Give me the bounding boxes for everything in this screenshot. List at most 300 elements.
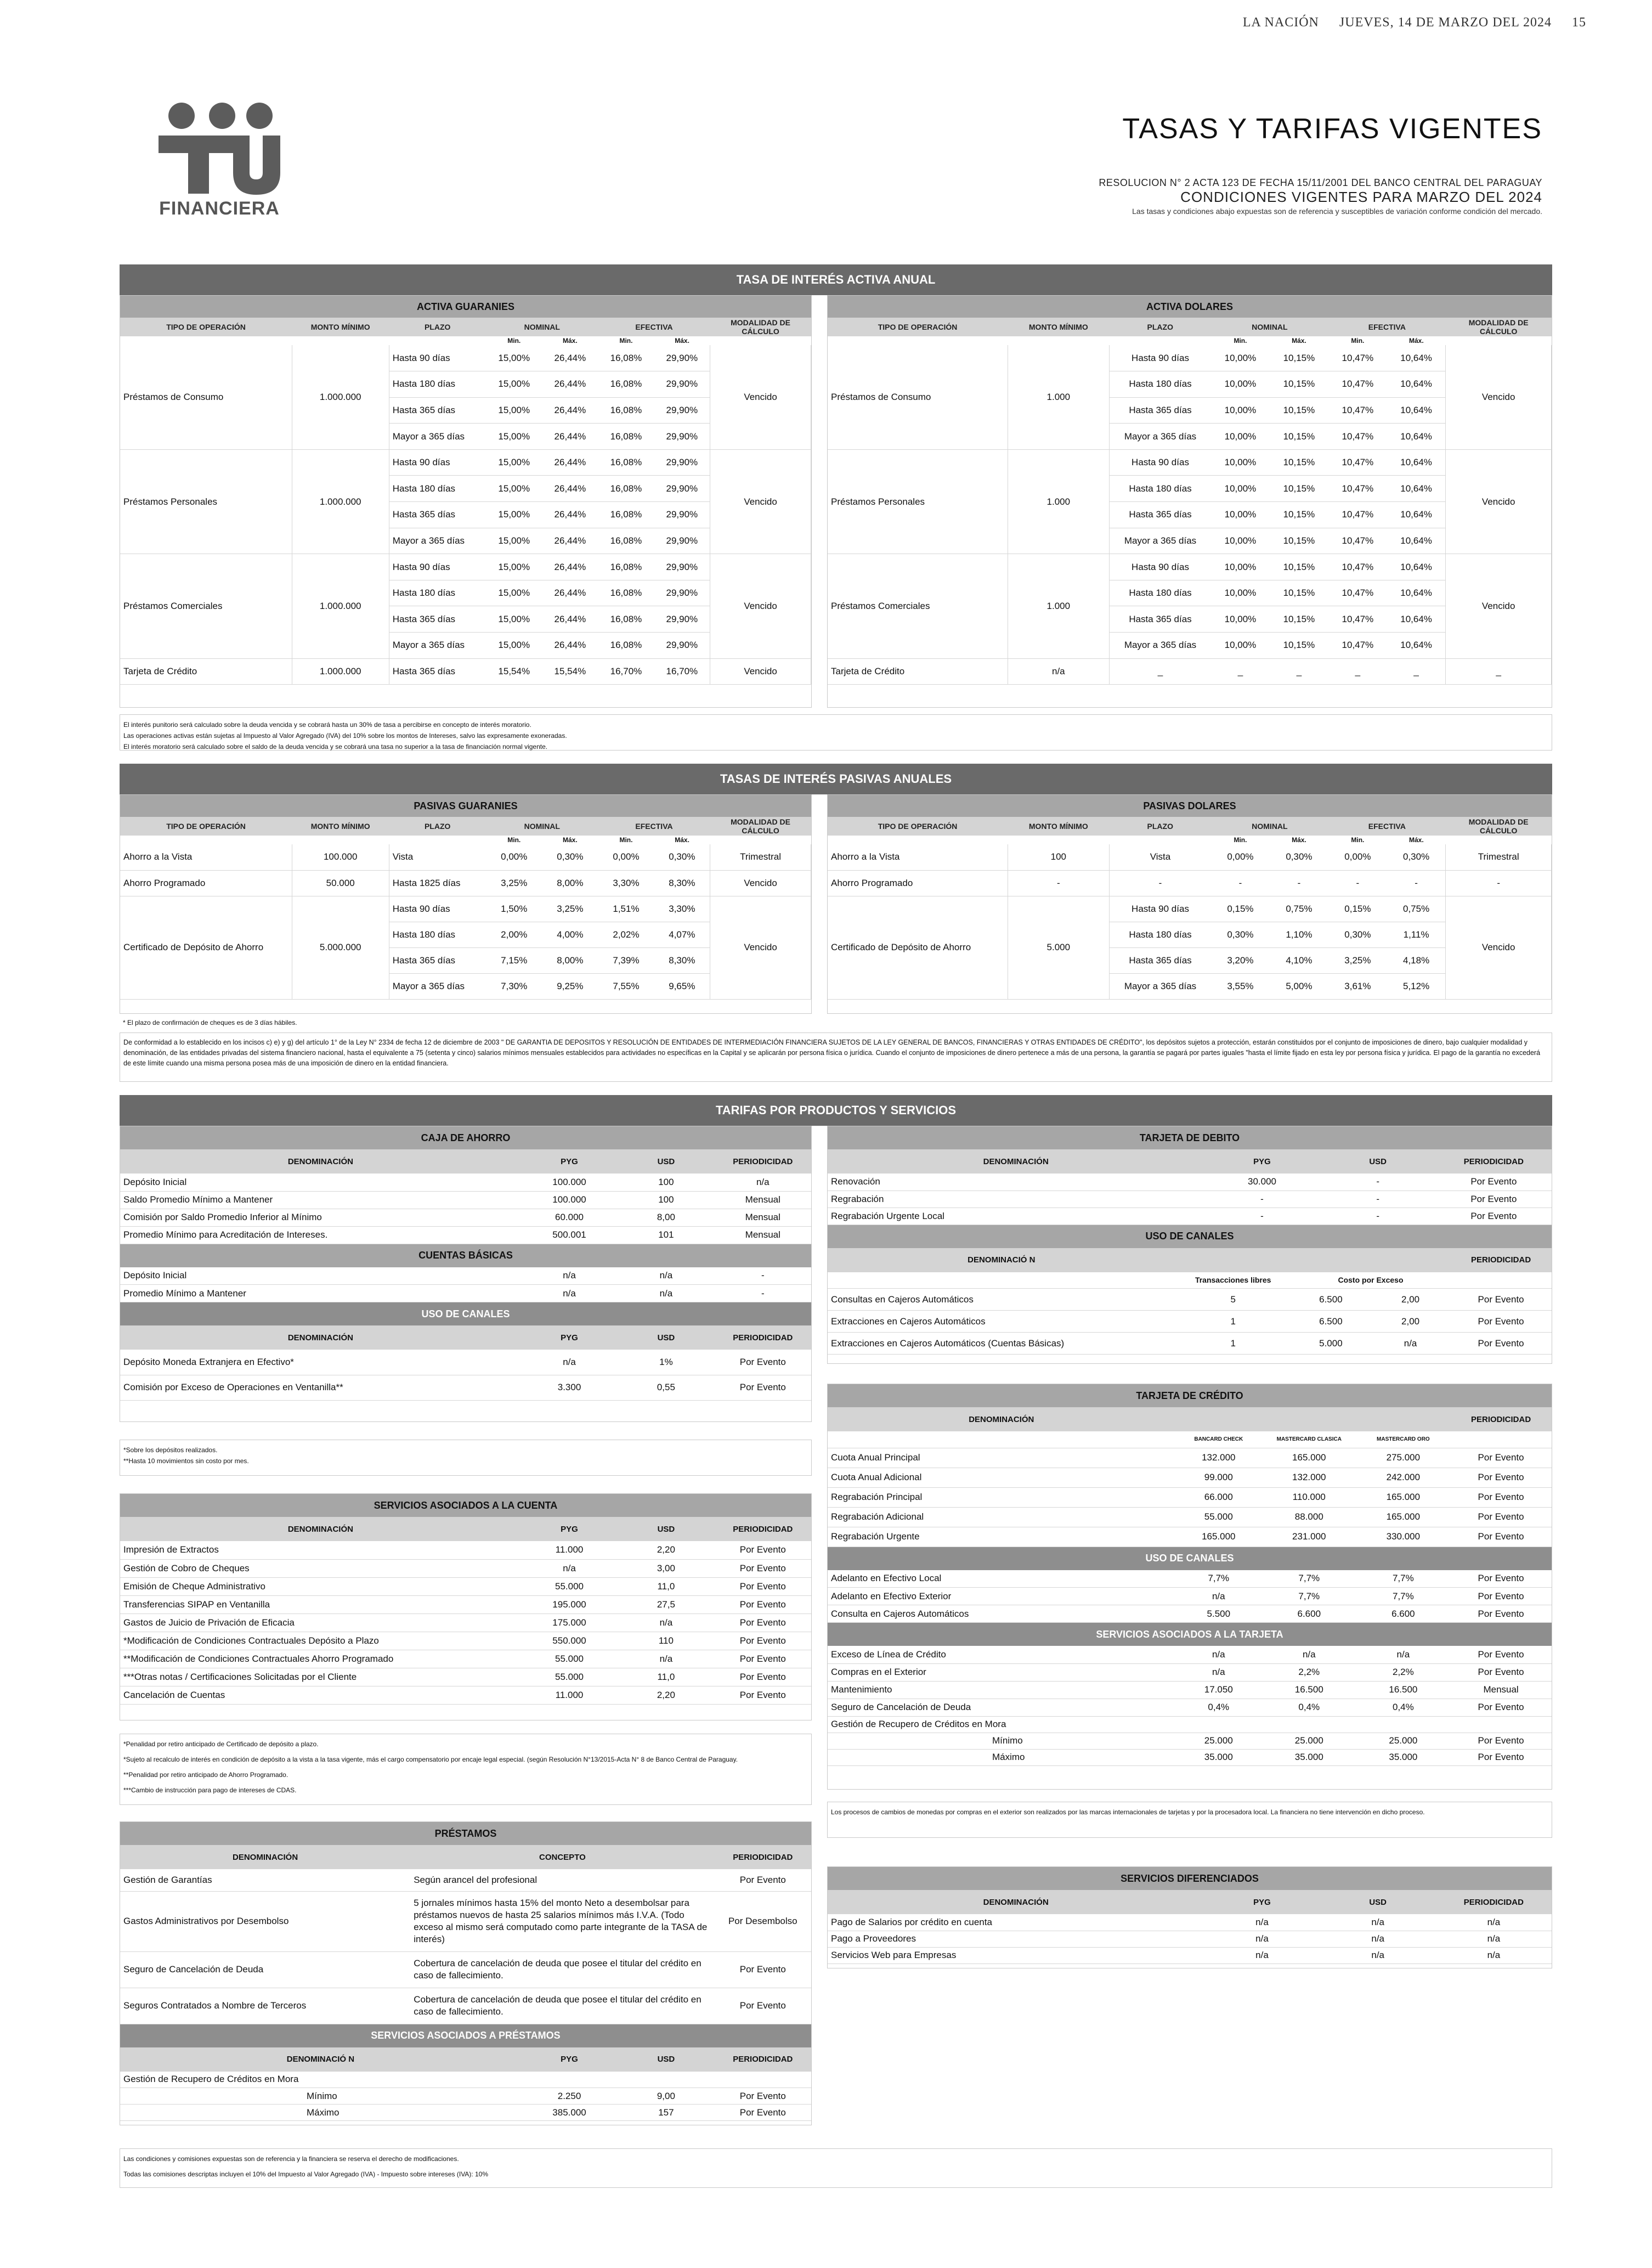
rate-cell-value: 16,08% (598, 502, 654, 528)
rate-cell-plazo: _ (1110, 658, 1211, 685)
rate-cell-plazo: Vista (389, 844, 486, 870)
tariff-cell-value: 5 (1175, 1289, 1291, 1311)
tariff-header-cell: DENOMINACIÓN (828, 1890, 1204, 1914)
tariff-row (828, 1487, 1552, 1507)
tariff-cell-label: Saldo Promedio Mínimo a Mantener (120, 1191, 521, 1209)
tariff-row (120, 1595, 811, 1613)
credito-mora-cell-value: 25.000 (1262, 1733, 1356, 1749)
rate-cell-value: - (1387, 870, 1446, 896)
rate-cell-value: 10,47% (1328, 424, 1387, 450)
tariff-table (120, 1517, 811, 1705)
rate-cell-tipo: Tarjeta de Crédito (120, 658, 292, 685)
rate-cell-value: 26,44% (542, 528, 598, 554)
page-footer-notes (120, 2148, 1552, 2188)
mora-label: Gestión de Recupero de Créditos en Mora (120, 2072, 811, 2088)
tariff-cell-value: 60.000 (521, 1209, 618, 1226)
servicios-note-line: **Penalidad por retiro anticipado de Ahorro Programado. (123, 1771, 288, 1779)
tariff-cell-value: 165.000 (1356, 1487, 1451, 1507)
rate-header-nominal: NOMINAL (524, 323, 560, 331)
tariff-header-cell: USD (618, 1517, 714, 1541)
rate-cell-tipo: Certificado de Depósito de Ahorro (120, 896, 292, 999)
activa-guaranies-panel (120, 295, 812, 708)
rate-cell-value: 10,00% (1211, 345, 1270, 371)
rate-cell-value: 0,30% (1270, 844, 1328, 870)
rate-cell-value: 29,90% (654, 502, 710, 528)
prestamos-cell-label: Seguros Contratados a Nombre de Terceros (120, 1988, 410, 2024)
rate-row (120, 554, 811, 580)
rate-cell-value: 5,12% (1387, 973, 1446, 999)
card-brand-header: BANCARD CHECK (1175, 1431, 1262, 1448)
tariff-cell-value: n/a (1320, 1931, 1436, 1947)
tariff-row (120, 1668, 811, 1686)
tariff-cell-value: n/a (1175, 1588, 1262, 1605)
rate-cell-modalidad: _ (1446, 658, 1552, 685)
tarjeta-credito-panel (827, 1384, 1552, 1790)
rate-cell-plazo: Hasta 90 días (1110, 896, 1211, 922)
rate-cell-value: 10,64% (1387, 397, 1446, 424)
rate-cell-value: 5,00% (1270, 973, 1328, 999)
prestamos-cell-label: Gestión de Garantías (120, 1869, 410, 1891)
tariff-row (120, 1613, 811, 1632)
rate-cell-value: 10,47% (1328, 528, 1387, 554)
tariff-row (120, 1632, 811, 1650)
tariff-header-cell: USD (1320, 1149, 1436, 1174)
rate-cell-value: 3,61% (1328, 973, 1387, 999)
tu-financiera-logo (156, 101, 282, 219)
tariff-cell-value: 6.500 (1291, 1311, 1371, 1333)
rate-cell-plazo: Hasta 90 días (389, 345, 486, 371)
tariff-cell-value: Por Evento (1450, 1311, 1552, 1333)
tariff-cell-value: 3,00 (618, 1559, 714, 1577)
rate-cell-value: 0,00% (1211, 844, 1270, 870)
tariff-header-cell: PYG (1204, 1149, 1320, 1174)
rate-cell-value: 10,15% (1270, 633, 1328, 659)
rate-cell-modalidad: Trimestral (1446, 844, 1552, 870)
rate-cell-value: 16,70% (598, 658, 654, 685)
rate-cell-plazo: Hasta 90 días (1110, 449, 1211, 476)
credito-mora-cell-value: 25.000 (1356, 1733, 1451, 1749)
rate-header-blank (1008, 836, 1109, 844)
tariff-row (828, 1914, 1552, 1931)
footer-note-line: Todas las comisiones descriptas incluyen el 10% del Impuesto al Valor Agregado (IVA) - Impuesto sobre intereses (IVA): 10% (123, 2170, 488, 2178)
footer-note-line: Las condiciones y comisiones expuestas son de referencia y la financiera se reserva el derecho de modificaciones. (123, 2155, 459, 2163)
tariff-cell-value: 175.000 (521, 1613, 618, 1632)
tariff-cell-value: 7,7% (1356, 1588, 1451, 1605)
tariff-cell-value: Por Evento (1450, 1487, 1552, 1507)
servicios-note-line: *Sujeto al recalculo de interés en condición de depósito a la vista a la tasa vigente, más el cargo compensatorio por encaje legal especial. (según Resolución N°13/2015-Acta N° 8 de Banco Central de Paraguay. (123, 1756, 738, 1763)
rate-header-nominal: NOMINAL (1252, 323, 1288, 331)
tariff-cell-value: 7,7% (1356, 1570, 1451, 1588)
tariff-row (828, 1527, 1552, 1547)
rate-header-min: Min. (1351, 836, 1365, 844)
tariff-cell-label: Pago de Salarios por crédito en cuenta (828, 1914, 1204, 1931)
tariff-header-cell: DENOMINACIÓN (120, 1845, 410, 1869)
rate-row (828, 896, 1552, 922)
rate-cell-value: 10,15% (1270, 476, 1328, 502)
tariff-header-cell: PERIODICIDAD (715, 1517, 811, 1541)
rate-subtitle: ACTIVA DOLARES (828, 296, 1552, 318)
tariff-cell-value: n/a (715, 1174, 811, 1191)
tariff-cell-value: 5.000 (1291, 1333, 1371, 1355)
rate-cell-plazo: Hasta 90 días (1110, 554, 1211, 580)
rate-cell-value: 29,90% (654, 371, 710, 398)
tariff-cell-label: Regrabación (828, 1191, 1204, 1208)
rate-cell-tipo: Préstamos de Consumo (120, 345, 292, 449)
credito-mora-cell-label: Mínimo (828, 1733, 1175, 1749)
tariff-header-cell: DENOMINACIÓN (120, 1517, 521, 1541)
rate-cell-value: 7,39% (598, 947, 654, 973)
rate-header-min: Min. (1234, 337, 1247, 345)
tariff-table (120, 1149, 811, 1244)
rate-header-efectiva: EFECTIVA (635, 822, 673, 831)
tariff-row (120, 1226, 811, 1244)
rate-cell-tipo: Tarjeta de Crédito (828, 658, 1008, 685)
rate-cell-value: 29,90% (654, 580, 710, 606)
rate-header-blank (1446, 336, 1552, 345)
rate-header-max: Máx. (675, 337, 689, 345)
tariff-cell-value: Por Evento (715, 1668, 811, 1686)
rate-subtitle: PASIVAS GUARANIES (120, 795, 811, 817)
rate-header-blank (710, 336, 811, 345)
rate-cell-value: 15,54% (486, 658, 542, 685)
rate-row (828, 658, 1552, 685)
tariff-cell-value: n/a (1204, 1931, 1320, 1947)
debito-canales-header (828, 1248, 1552, 1272)
rate-cell-value: 4,18% (1387, 947, 1446, 973)
tariff-cell-label: Pago a Proveedores (828, 1931, 1204, 1947)
rate-cell-value: 15,00% (486, 502, 542, 528)
rate-cell-value: 3,30% (598, 870, 654, 896)
rate-header-min: Min. (507, 836, 521, 844)
rate-cell-value: 10,64% (1387, 502, 1446, 528)
credito-mora-row (828, 1733, 1552, 1749)
prestamos-cell-concepto: Cobertura de cancelación de deuda que posee el titular del crédito en caso de fallecimiento. (410, 1951, 714, 1988)
rate-cell-value: 10,00% (1211, 449, 1270, 476)
rate-row (828, 554, 1552, 580)
rate-cell-value: 26,44% (542, 580, 598, 606)
rate-header-modalidad: MODALIDAD DE CÁLCULO (1468, 817, 1529, 835)
rate-cell-plazo: Hasta 180 días (389, 580, 486, 606)
tariff-cell-value: - (1320, 1191, 1436, 1208)
rate-table (828, 817, 1552, 1000)
rate-cell-value: 15,00% (486, 580, 542, 606)
rate-cell-value: 10,64% (1387, 424, 1446, 450)
rate-cell-value: 0,30% (1211, 922, 1270, 947)
tariff-cell-value: Mensual (715, 1191, 811, 1209)
tariff-cell-value: Por Evento (715, 1559, 811, 1577)
rate-cell-plazo: Hasta 365 días (389, 947, 486, 973)
tariff-row (120, 1650, 811, 1668)
tariff-header-cell: USD (618, 2047, 714, 2072)
rate-cell-plazo: Mayor a 365 días (389, 424, 486, 450)
tariff-cell-value: 100 (618, 1191, 714, 1209)
tariff-cell-label: Regrabación Adicional (828, 1507, 1175, 1527)
rate-row (120, 844, 811, 870)
tariff-cell-value: Por Evento (715, 1595, 811, 1613)
tariff-cell-label: Promedio Mínimo para Acreditación de Intereses. (120, 1226, 521, 1244)
rate-cell-value: _ (1211, 658, 1270, 685)
activa-note-line: El interés punitorio será calculado sobre la deuda vencida y se cobrará hasta un 30% de tasa a percibirse en concepto de interés moratorio. (123, 721, 531, 729)
rate-cell-value: _ (1387, 658, 1446, 685)
tariff-cell-value: 5.500 (1175, 1605, 1262, 1623)
tariff-cell-value: 55.000 (1175, 1507, 1262, 1527)
debito-canales-denom: DENOMINACIÓ N (828, 1248, 1175, 1272)
rate-cell-value: 16,08% (598, 476, 654, 502)
rate-cell-value: 15,00% (486, 345, 542, 371)
rate-cell-value: 10,15% (1270, 580, 1328, 606)
rate-cell-value: 1,11% (1387, 922, 1446, 947)
blank-cell (1450, 1431, 1552, 1448)
caja-ahorro-title: CAJA DE AHORRO (120, 1126, 811, 1149)
rate-cell-tipo: Préstamos Personales (828, 449, 1008, 554)
credito-header (828, 1407, 1552, 1431)
tariff-cell-value: 0,4% (1175, 1699, 1262, 1716)
tarifas-band: TARIFAS POR PRODUCTOS Y SERVICIOS (120, 1095, 1552, 1126)
tariff-row (828, 1605, 1552, 1623)
rate-cell-value: 10,15% (1270, 502, 1328, 528)
tariff-row (120, 1541, 811, 1559)
disclaimer-line: Las tasas y condiciones abajo expuestas son de referencia y susceptibles de variación conforme condición del mercado. (1132, 207, 1542, 216)
tariff-cell-value: 110.000 (1262, 1487, 1356, 1507)
rate-cell-plazo: Mayor a 365 días (389, 973, 486, 999)
tariff-cell-label: Gestión de Cobro de Cheques (120, 1559, 521, 1577)
prestamos-cell-periodicidad: Por Desembolso (715, 1891, 811, 1951)
servicios-prestamos-title: SERVICIOS ASOCIADOS A PRÉSTAMOS (120, 2024, 811, 2047)
tariff-cell-label: Cuota Anual Principal (828, 1448, 1175, 1468)
cuentas-basicas-title: CUENTAS BÁSICAS (120, 1244, 811, 1267)
tariff-cell-label: Regrabación Principal (828, 1487, 1175, 1507)
tariff-row (828, 1663, 1552, 1681)
tariff-cell-label: ***Otras notas / Certificaciones Solicitadas por el Cliente (120, 1668, 521, 1686)
tariff-cell-value: 242.000 (1356, 1468, 1451, 1487)
tariff-cell-value: 500.001 (521, 1226, 618, 1244)
credito-mora-label: Gestión de Recupero de Créditos en Mora (828, 1716, 1552, 1733)
rate-cell-value: 10,15% (1270, 371, 1328, 398)
pasiva-note-garantia: De conformidad a lo establecido en los incisos c) e) y g) del artículo 1° de la Ley N° 2334 de fecha 12 de diciembre de 2003 " DE GARANTIA DE DEPOSITOS Y RESOLUCIÓN DE ENTIDADES DE INTERMEDIACIÓN FINANCIERA SUJETOS DE LA LEY GENERAL DE BANCOS, FINANCIERAS Y OTRAS ENTIDADES DE CRÉDITO", los depósitos sujetos a protección, estarán constituidos por el conjunto de imposiciones de dinero, bajo cualquier modalidad y denominación, de las entidades privadas del sistema financiero nacional, hasta el equivalente a 75 (setenta y cinco) salarios mínimos mensuales establecidos para actividades no específicas en la Capital y se aplicarán por persona física o jurídica. Cuando el conjunto de imposiciones de dinero pertenece a más de una persona, la garantía se pagará por partes iguales "hasta el límite fijado en esta ley por persona física y jurídica. El pago de la garantía no excederá de este límite cuando una misma persona posea más de una imposición de dinero en la entidad financiera. (120, 1033, 1552, 1082)
rate-cell-value: 26,44% (542, 449, 598, 476)
tariff-cell-value: 11,0 (618, 1577, 714, 1595)
tariff-cell-value: 100.000 (521, 1174, 618, 1191)
rate-cell-plazo: Hasta 365 días (389, 606, 486, 633)
conditions-line: CONDICIONES VIGENTES PARA MARZO DEL 2024 (1180, 189, 1542, 205)
credito-mora-cell-label: Máximo (828, 1749, 1175, 1765)
tariff-cell-value: 2,20 (618, 1686, 714, 1704)
tariff-row (120, 1285, 811, 1302)
rate-cell-value: 10,47% (1328, 345, 1387, 371)
debito-canales-per: PERIODICIDAD (1450, 1248, 1552, 1272)
tariff-cell-value: 132.000 (1175, 1448, 1262, 1468)
rate-header-blank (710, 836, 811, 844)
tarjeta-credito-title: TARJETA DE CRÉDITO (828, 1384, 1552, 1407)
rate-cell-tipo: Ahorro a la Vista (120, 844, 292, 870)
tariff-header-cell: CONCEPTO (410, 1845, 714, 1869)
rate-cell-value: 15,00% (486, 397, 542, 424)
rate-cell-plazo: Mayor a 365 días (1110, 633, 1211, 659)
rate-cell-modalidad: Vencido (710, 449, 811, 554)
rate-cell-tipo: Préstamos Comerciales (120, 554, 292, 658)
rate-header-blank (389, 336, 486, 345)
rate-header-plazo: PLAZO (424, 323, 451, 331)
rate-header-blank (120, 836, 292, 844)
rate-cell-value: 0,75% (1270, 896, 1328, 922)
rate-cell-value: 4,07% (654, 922, 710, 947)
rate-header-blank (1110, 336, 1211, 345)
rate-cell-value: 16,08% (598, 397, 654, 424)
tariff-cell-label: Exceso de Línea de Crédito (828, 1646, 1175, 1663)
tariff-header-cell: PYG (521, 2047, 618, 2072)
rate-cell-value: 10,64% (1387, 554, 1446, 580)
mora-cell-value: 385.000 (521, 2105, 618, 2121)
tariff-cell-value: Mensual (715, 1209, 811, 1226)
rate-cell-value: 10,64% (1387, 606, 1446, 633)
tariff-header-cell: PERIODICIDAD (715, 1845, 811, 1869)
rate-cell-value: 10,64% (1387, 476, 1446, 502)
tariff-header-row (120, 2047, 811, 2072)
tariff-row (120, 1375, 811, 1400)
rate-header-blank (1446, 836, 1552, 844)
rate-cell-monto: 50.000 (292, 870, 389, 896)
tariff-cell-label: Regrabación Urgente (828, 1527, 1175, 1547)
rate-cell-value: 8,00% (542, 870, 598, 896)
rate-cell-value: 10,47% (1328, 554, 1387, 580)
tariff-cell-value: 550.000 (521, 1632, 618, 1650)
rate-cell-value: _ (1328, 658, 1387, 685)
tariff-cell-value: Por Evento (715, 1375, 811, 1400)
tariff-cell-value: 1 (1175, 1333, 1291, 1355)
rate-cell-value: 16,08% (598, 424, 654, 450)
rate-cell-plazo: Hasta 180 días (389, 371, 486, 398)
rate-cell-value: 16,70% (654, 658, 710, 685)
servicios-notes (120, 1734, 812, 1805)
rate-cell-tipo: Préstamos de Consumo (828, 345, 1008, 449)
rate-header-monto: MONTO MÍNIMO (310, 323, 370, 331)
rate-cell-monto: 1.000.000 (292, 554, 389, 658)
rate-cell-plazo: Hasta 365 días (389, 502, 486, 528)
tariff-cell-label: Transferencias SIPAP en Ventanilla (120, 1595, 521, 1613)
rate-cell-value: 29,90% (654, 633, 710, 659)
rate-cell-value: 3,25% (542, 896, 598, 922)
tariff-cell-value: 2,2% (1262, 1663, 1356, 1681)
rate-cell-modalidad: Vencido (710, 896, 811, 999)
tariff-cell-value: n/a (521, 1285, 618, 1302)
caja-ahorro-panel (120, 1126, 812, 1422)
blank-cell (828, 1431, 1175, 1448)
rate-cell-value: 8,30% (654, 947, 710, 973)
prestamos-cell-periodicidad: Por Evento (715, 1869, 811, 1891)
tariff-cell-value: Por Evento (715, 1650, 811, 1668)
tariff-cell-value: 11,0 (618, 1668, 714, 1686)
tariff-cell-value: 3.300 (521, 1375, 618, 1400)
prestamos-cell-label: Gastos Administrativos por Desembolso (120, 1891, 410, 1951)
tariff-cell-value: n/a (1371, 1333, 1450, 1355)
credito-mora-cell-value: Por Evento (1450, 1749, 1552, 1765)
credito-mora-cell-value: 25.000 (1175, 1733, 1262, 1749)
rate-row (120, 345, 811, 371)
rate-cell-plazo: Hasta 180 días (1110, 580, 1211, 606)
pasiva-dolares-panel (827, 794, 1552, 1014)
rate-cell-modalidad: Vencido (710, 870, 811, 896)
credito-mora-label-row (828, 1716, 1552, 1733)
tariff-cell-label: Comisión por Saldo Promedio Inferior al Mínimo (120, 1209, 521, 1226)
tariff-cell-value: - (715, 1285, 811, 1302)
rate-cell-value: 10,64% (1387, 371, 1446, 398)
tariff-cell-value: 110 (618, 1632, 714, 1650)
tariff-cell-value: 231.000 (1262, 1527, 1356, 1547)
rate-cell-value: 29,90% (654, 424, 710, 450)
tariff-table (120, 1325, 811, 1401)
rate-cell-value: 0,30% (542, 844, 598, 870)
costo-exceso-header: Costo por Exceso (1291, 1272, 1450, 1289)
rate-cell-monto: 5.000 (1008, 896, 1109, 999)
tariff-cell-value: Mensual (715, 1226, 811, 1244)
rate-cell-modalidad: Vencido (710, 554, 811, 658)
tariff-cell-value: n/a (1356, 1646, 1451, 1663)
tariff-header-cell: DENOMINACIÓN (828, 1149, 1204, 1174)
rate-cell-value: 26,44% (542, 606, 598, 633)
rate-cell-plazo: Hasta 365 días (1110, 397, 1211, 424)
rate-header-blank (292, 836, 389, 844)
rate-cell-value: 16,08% (598, 554, 654, 580)
prestamos-row (120, 1988, 811, 2024)
rate-cell-monto: 1.000.000 (292, 658, 389, 685)
tariff-header-cell: DENOMINACIÓN (120, 1149, 521, 1174)
rate-cell-value: 10,15% (1270, 528, 1328, 554)
rate-cell-value: 29,90% (654, 449, 710, 476)
rate-cell-monto: 1.000.000 (292, 345, 389, 449)
tariff-header-cell: DENOMINACIÓN (120, 1325, 521, 1350)
servicios-note-line: ***Cambio de instrucción para pago de intereses de CDAS. (123, 1786, 297, 1794)
rate-cell-plazo: Hasta 180 días (1110, 476, 1211, 502)
rate-cell-plazo: Mayor a 365 días (1110, 973, 1211, 999)
tariff-table (828, 1149, 1552, 1225)
rate-cell-value: 8,30% (654, 870, 710, 896)
rate-row (120, 658, 811, 685)
rate-cell-modalidad: Vencido (1446, 345, 1552, 449)
rate-header-blank (1008, 336, 1109, 345)
rate-cell-value: 3,25% (486, 870, 542, 896)
prestamos-cell-label: Seguro de Cancelación de Deuda (120, 1951, 410, 1988)
rate-cell-value: 15,00% (486, 449, 542, 476)
rate-cell-modalidad: Trimestral (710, 844, 811, 870)
tariff-cell-value: Por Evento (1450, 1646, 1552, 1663)
blank-cell (828, 1272, 1175, 1289)
tariff-header-cell: PYG (521, 1517, 618, 1541)
rate-cell-monto: 1.000 (1008, 345, 1109, 449)
card-brand-header: MASTERCARD ORO (1356, 1431, 1451, 1448)
tariff-header-cell: DENOMINACIÓ N (120, 2047, 521, 2072)
rate-cell-value: 10,47% (1328, 449, 1387, 476)
tariff-cell-value: 7,7% (1175, 1570, 1262, 1588)
tariff-cell-value: n/a (1436, 1931, 1552, 1947)
tariff-row (120, 1174, 811, 1191)
tariff-cell-value: n/a (618, 1613, 714, 1632)
tariff-table (120, 1845, 811, 2024)
credito-blank (1175, 1407, 1451, 1431)
tariff-cell-value: Por Evento (715, 1632, 811, 1650)
rate-cell-value: 10,64% (1387, 449, 1446, 476)
tariff-cell-value: 88.000 (1262, 1507, 1356, 1527)
rate-cell-monto: 1.000.000 (292, 449, 389, 554)
rate-cell-plazo: Hasta 1825 días (389, 870, 486, 896)
rate-header-row (120, 817, 811, 836)
credito-mora-cell-value: 35.000 (1356, 1749, 1451, 1765)
tariff-cell-value: 6.600 (1356, 1605, 1451, 1623)
rate-cell-plazo: Hasta 90 días (1110, 345, 1211, 371)
rate-header-row (828, 318, 1552, 336)
rate-cell-plazo: Mayor a 365 días (389, 528, 486, 554)
activa-note-line: Las operaciones activas están sujetas al Impuesto al Valor Agregado (IVA) del 10% sobre los montos de Intereses, salvo las expresamente exoneradas. (123, 732, 567, 740)
tariff-row (828, 1289, 1552, 1311)
